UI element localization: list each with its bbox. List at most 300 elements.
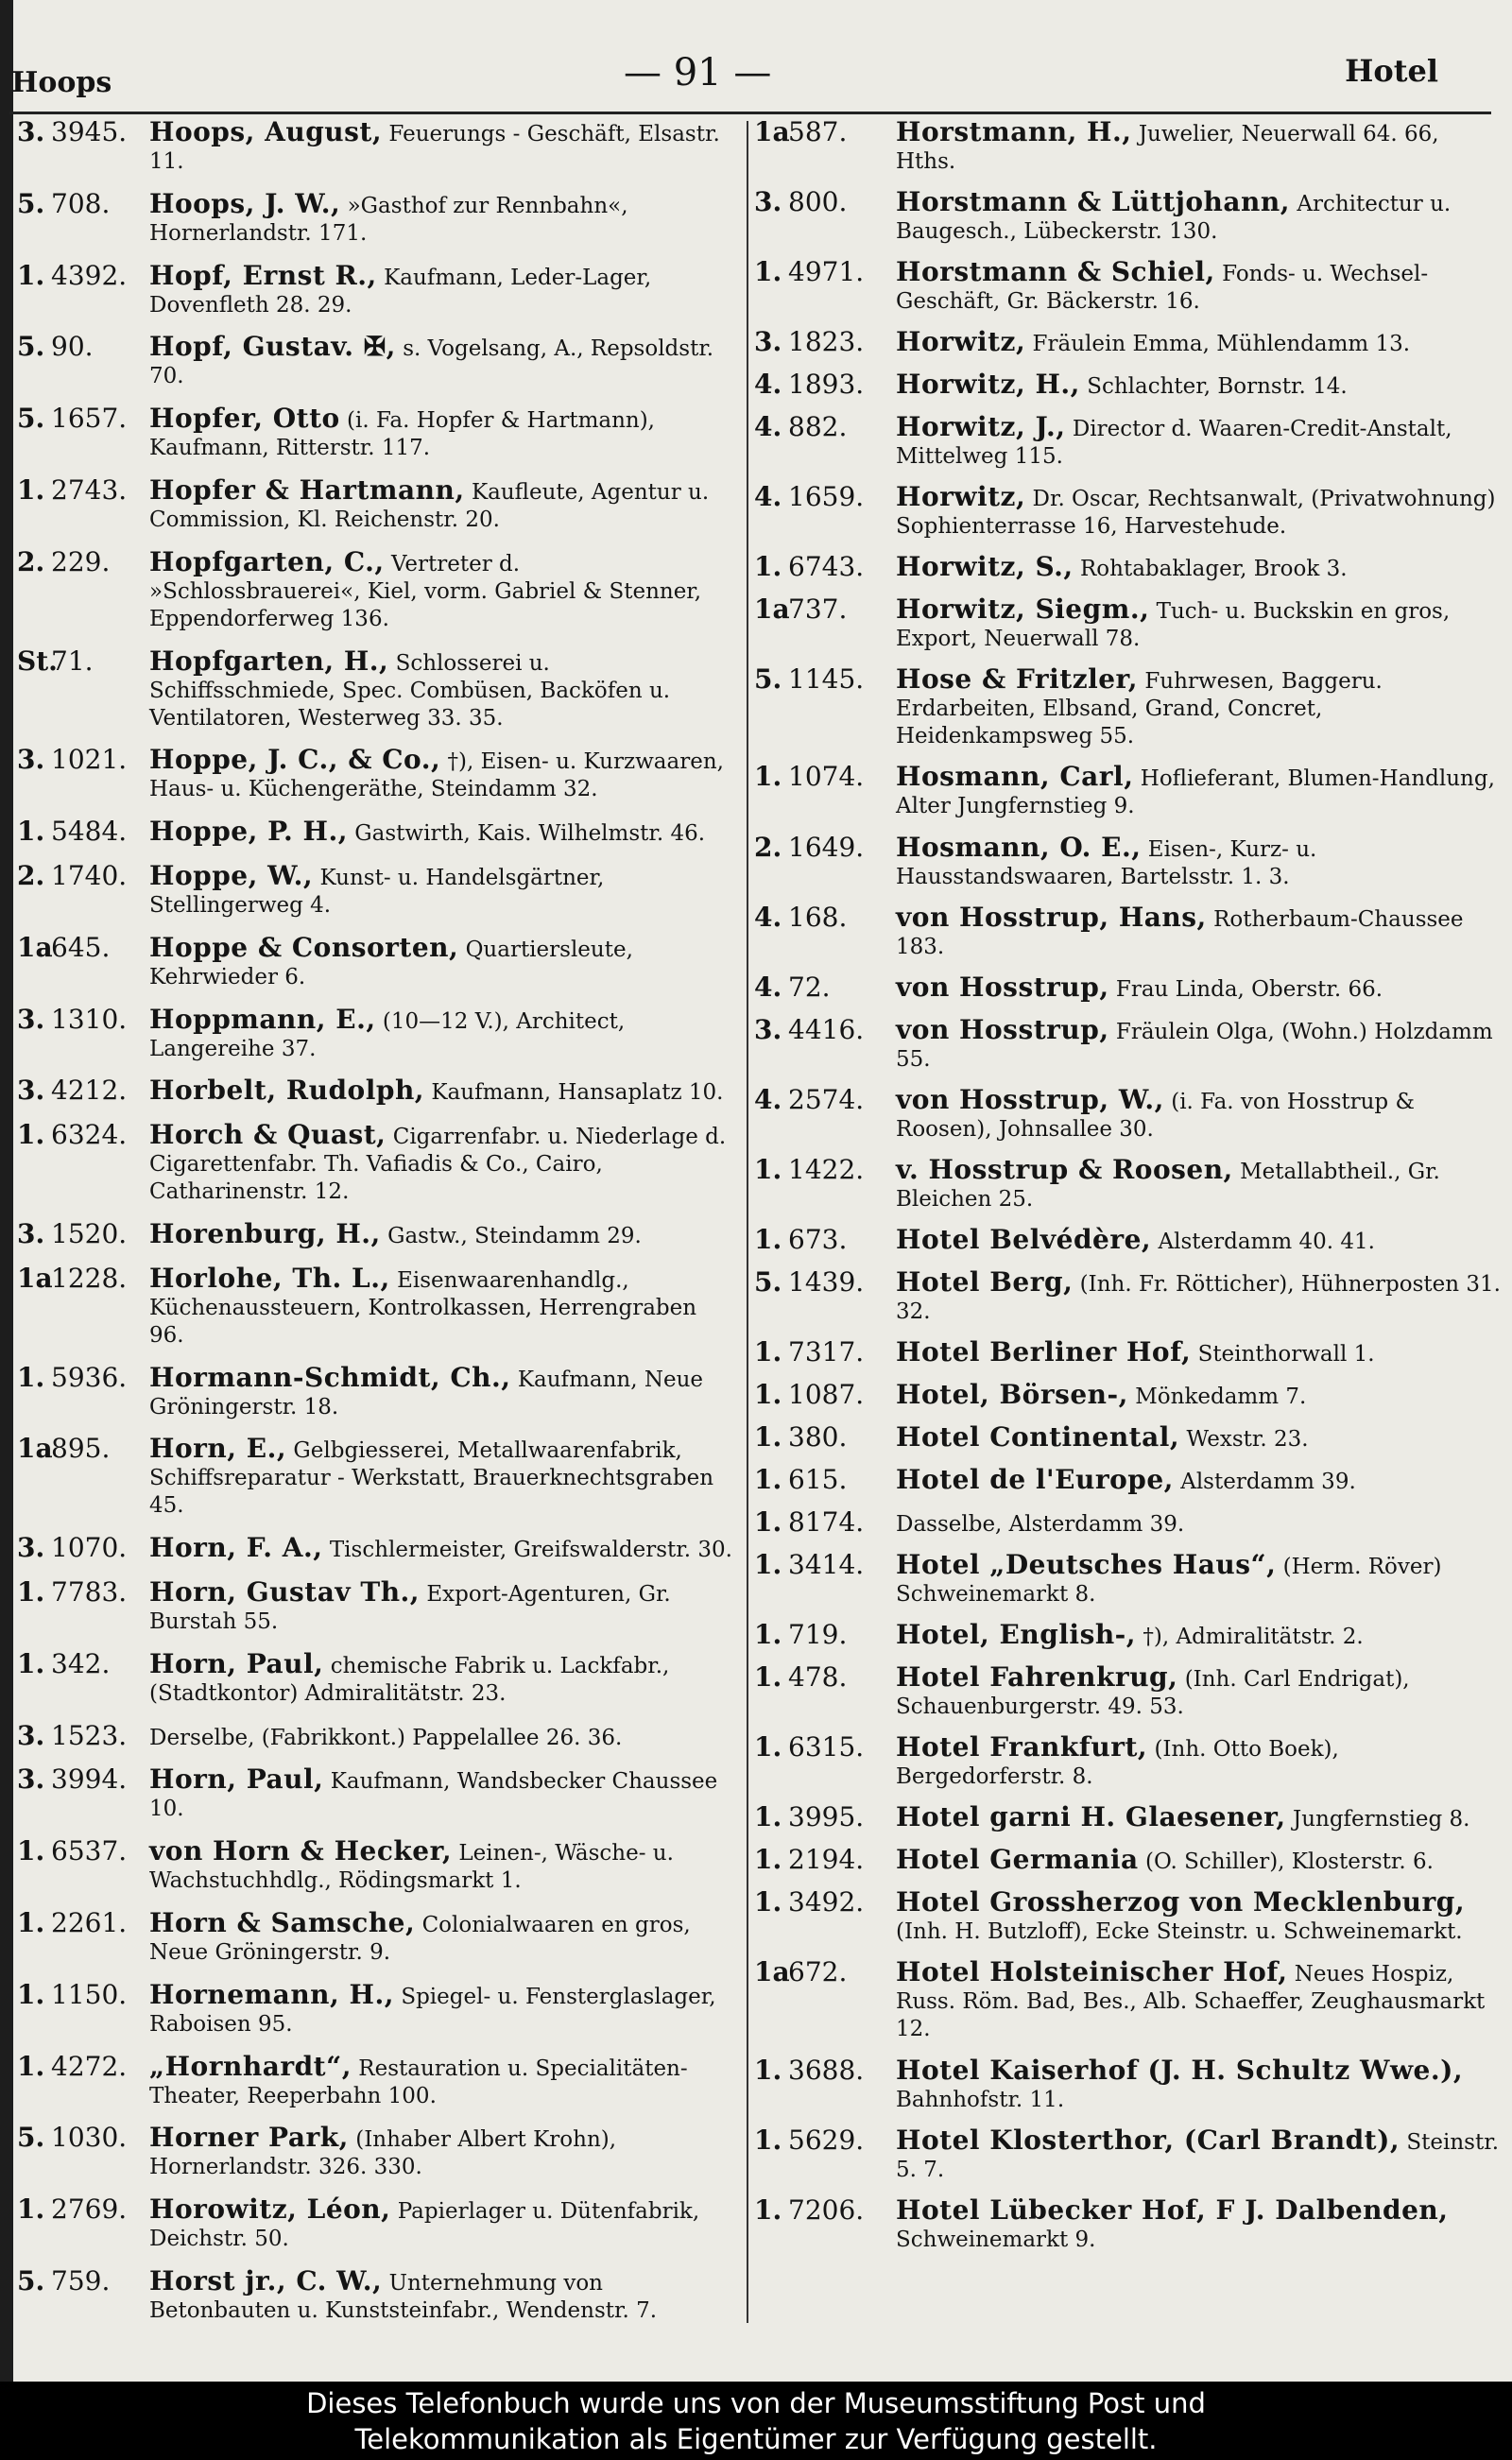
phone-number bbox=[17, 2050, 149, 2110]
phone-number bbox=[754, 1846, 896, 1876]
subscriber-name: Horwitz, S., bbox=[896, 551, 1074, 583]
line-number: 1649. bbox=[788, 831, 865, 863]
exchange-code: 1. bbox=[17, 1575, 45, 1608]
directory-entry bbox=[754, 1733, 1501, 1791]
entry-body bbox=[896, 1621, 1501, 1651]
line-number: 229. bbox=[51, 545, 111, 577]
entry-details: Dr. Oscar, Rechtsanwalt, (Privatwohnung) Sophienterrasse 16, Harvestehude. bbox=[896, 487, 1496, 540]
line-number: 1422. bbox=[788, 1153, 865, 1185]
line-number: 380. bbox=[788, 1420, 848, 1453]
entry-details: Gelbgiesserei, Metallwaarenfabrik, Schiffsreparatur - Werkstatt, Brauerknechtsgraben 45. bbox=[149, 1438, 714, 1519]
exchange-code: 3. bbox=[17, 1217, 45, 1249]
phone-number bbox=[17, 1534, 149, 1564]
directory-entry bbox=[754, 831, 1501, 891]
phone-number bbox=[17, 404, 149, 462]
line-number: 3492. bbox=[788, 1886, 865, 1918]
exchange-code: 1a bbox=[754, 593, 790, 626]
line-number: 342. bbox=[51, 1647, 111, 1679]
entry-details: Fräulein Emma, Mühlendamm 13. bbox=[1032, 332, 1411, 357]
exchange-code: 3. bbox=[17, 1763, 45, 1796]
exchange-code: 3. bbox=[754, 186, 782, 218]
entry-body bbox=[896, 1663, 1501, 1721]
entry-details: Cigarrenfabr. u. Niederlage d. Cigarettenfabr. Th. Vafiadis & Co., Cairo, Catharinenstr. 12. bbox=[149, 1125, 727, 1205]
line-number: 72. bbox=[788, 971, 831, 1003]
phone-number bbox=[754, 2193, 896, 2254]
directory-entry bbox=[17, 187, 735, 248]
entry-body bbox=[149, 1575, 735, 1636]
line-number: 1520. bbox=[51, 1217, 128, 1249]
subscriber-name: Hotel Lübecker Hof, F J. Dalbenden, bbox=[896, 2193, 1449, 2226]
exchange-code: 1. bbox=[754, 1506, 782, 1539]
entry-details: (Inh. Carl Endrigat), Schauenburgerstr. 49. 53. bbox=[896, 1667, 1410, 1720]
entry-body bbox=[896, 2126, 1501, 2184]
subscriber-name: Hoppe, W., bbox=[149, 859, 314, 891]
entry-details: (Inh. H. Butzloff), Ecke Steinstr. u. Schweinemarkt. bbox=[896, 1919, 1463, 1945]
page-number: — 91 — bbox=[624, 51, 772, 95]
entry-body bbox=[896, 188, 1501, 246]
line-number: 4212. bbox=[51, 1075, 128, 1107]
phone-number bbox=[754, 1803, 896, 1833]
line-number: 2769. bbox=[51, 2193, 128, 2226]
directory-entry bbox=[17, 1264, 735, 1350]
entry-body bbox=[896, 413, 1501, 471]
entry-details: Papierlager u. Dütenfabrik, Deichstr. 50. bbox=[149, 2199, 700, 2252]
page-edge-shadow bbox=[0, 0, 13, 2382]
entry-body bbox=[896, 1888, 1501, 1946]
directory-entry bbox=[17, 2050, 735, 2110]
entry-body bbox=[149, 404, 735, 462]
phone-number bbox=[754, 1888, 896, 1946]
line-number: 895. bbox=[51, 1433, 111, 1465]
exchange-code: 1. bbox=[17, 2050, 45, 2082]
line-number: 1823. bbox=[788, 326, 865, 358]
entry-details: (Herm. Röver) Schweinemarkt 8. bbox=[896, 1555, 1442, 1608]
phone-number bbox=[17, 259, 149, 319]
entry-details: Quartiersleute, Kehrwieder 6. bbox=[149, 937, 633, 989]
directory-entry bbox=[754, 1466, 1501, 1496]
entry-body bbox=[149, 2264, 735, 2325]
phone-number bbox=[17, 1264, 149, 1350]
line-number: 1740. bbox=[51, 859, 128, 891]
entry-body bbox=[896, 1508, 1501, 1539]
subscriber-name: Horn, F. A., bbox=[149, 1532, 323, 1564]
entry-body bbox=[149, 1435, 735, 1520]
entry-body bbox=[896, 1083, 1501, 1144]
exchange-code: 1. bbox=[754, 1731, 782, 1763]
line-number: 1145. bbox=[788, 663, 865, 696]
directory-entry bbox=[17, 259, 735, 319]
phone-number bbox=[754, 2126, 896, 2184]
exchange-code: 5. bbox=[17, 187, 45, 219]
exchange-code: 3. bbox=[17, 1719, 45, 1751]
line-number: 1070. bbox=[51, 1532, 128, 1564]
directory-entry bbox=[754, 258, 1501, 316]
directory-entry bbox=[17, 931, 735, 991]
phone-number bbox=[17, 118, 149, 176]
phone-number bbox=[754, 1335, 896, 1368]
phone-number bbox=[754, 1223, 896, 1256]
subscriber-name: von Hosstrup, bbox=[896, 971, 1109, 1003]
phone-number bbox=[754, 1466, 896, 1496]
entry-body bbox=[896, 1420, 1501, 1454]
directory-entry bbox=[754, 553, 1501, 583]
entry-body bbox=[149, 2195, 735, 2253]
entry-details: Spiegel- u. Fensterglaslager, Raboisen 95. bbox=[149, 1984, 716, 2037]
line-number: 1657. bbox=[51, 403, 128, 435]
phone-number bbox=[17, 1647, 149, 1708]
directory-entry bbox=[17, 2195, 735, 2253]
entry-body bbox=[896, 1733, 1501, 1791]
phone-number bbox=[754, 973, 896, 1004]
exchange-code: 5. bbox=[754, 1265, 782, 1298]
entry-body bbox=[149, 1264, 735, 1350]
entry-body bbox=[149, 817, 735, 848]
entry-details: Steinthorwall 1. bbox=[1197, 1341, 1375, 1367]
subscriber-name: Hotel Germania bbox=[896, 1844, 1139, 1876]
entry-details: Rotherbaum-Chaussee 183. bbox=[896, 906, 1464, 959]
subscriber-name: Hotel Continental, bbox=[896, 1420, 1180, 1453]
entry-body bbox=[149, 1837, 735, 1895]
directory-entry bbox=[754, 413, 1501, 471]
exchange-code: 1. bbox=[754, 1619, 782, 1651]
directory-entry bbox=[754, 1888, 1501, 1946]
entry-details: Kaufmann, Neue Gröningerstr. 18. bbox=[149, 1367, 703, 1419]
phone-number bbox=[17, 1121, 149, 1206]
directory-entry bbox=[17, 647, 735, 732]
line-number: 1030. bbox=[51, 2122, 128, 2154]
exchange-code: 1. bbox=[754, 1844, 782, 1876]
phone-number bbox=[17, 1906, 149, 1967]
exchange-code: 1. bbox=[754, 1378, 782, 1410]
line-number: 1074. bbox=[788, 761, 865, 793]
exchange-code: 1. bbox=[754, 1801, 782, 1833]
directory-entry bbox=[17, 473, 735, 534]
subscriber-name: Hotel Fahrenkrug, bbox=[896, 1661, 1178, 1694]
exchange-code: 1a bbox=[17, 1262, 53, 1294]
entry-details: Kunst- u. Handelsgärtner, Stellingerweg 4. bbox=[149, 865, 605, 918]
phone-number bbox=[754, 370, 896, 401]
entry-body bbox=[896, 1153, 1501, 1213]
entry-body bbox=[896, 903, 1501, 961]
entry-body bbox=[149, 746, 735, 803]
subscriber-name: Horch & Quast, bbox=[149, 1119, 387, 1151]
exchange-code: 2. bbox=[17, 545, 45, 577]
directory-entry bbox=[17, 1217, 735, 1250]
phone-number bbox=[754, 188, 896, 246]
phone-number bbox=[754, 1013, 896, 1074]
subscriber-name: Horbelt, Rudolph, bbox=[149, 1075, 425, 1107]
entry-details: Jungfernstieg 8. bbox=[1292, 1807, 1470, 1832]
exchange-code: 1. bbox=[754, 1335, 782, 1368]
directory-entry bbox=[17, 1534, 735, 1564]
directory-entry bbox=[754, 1803, 1501, 1833]
entry-details: s. Vogelsang, A., Repsoldstr. 70. bbox=[149, 336, 714, 389]
exchange-code: 1. bbox=[17, 473, 45, 506]
directory-entry bbox=[17, 859, 735, 920]
phone-number bbox=[17, 1575, 149, 1636]
subscriber-name: von Hosstrup, W., bbox=[896, 1083, 1164, 1115]
phone-number bbox=[17, 1361, 149, 1421]
directory-entry bbox=[754, 665, 1501, 750]
phone-number bbox=[754, 1420, 896, 1454]
line-number: 1523. bbox=[51, 1719, 128, 1751]
phone-number bbox=[17, 647, 149, 732]
exchange-code: 1. bbox=[754, 1223, 782, 1255]
line-number: 737. bbox=[788, 593, 848, 626]
subscriber-name: „Hornhardt“, bbox=[149, 2050, 352, 2082]
directory-entry bbox=[17, 404, 735, 462]
line-number: 1893. bbox=[788, 369, 865, 401]
phone-number bbox=[17, 746, 149, 803]
directory-entry bbox=[17, 333, 735, 390]
subscriber-name: Hopfgarten, H., bbox=[149, 645, 389, 677]
directory-entry bbox=[754, 1153, 1501, 1213]
entry-details: Schweinemarkt 9. bbox=[896, 2227, 1096, 2252]
line-number: 8174. bbox=[788, 1506, 865, 1539]
phone-number bbox=[754, 1265, 896, 1326]
directory-entry bbox=[754, 2126, 1501, 2184]
entry-details: †), Eisen- u. Kurzwaaren, Haus- u. Küchengeräthe, Steindamm 32. bbox=[149, 749, 724, 802]
directory-entry bbox=[17, 1435, 735, 1520]
directory-entry bbox=[754, 1223, 1501, 1256]
phone-number bbox=[754, 413, 896, 471]
entry-body bbox=[149, 1361, 735, 1421]
subscriber-name: Horn, Paul, bbox=[149, 1647, 324, 1679]
directory-entry bbox=[754, 328, 1501, 358]
exchange-code: 3. bbox=[17, 744, 45, 776]
entry-body bbox=[149, 2050, 735, 2110]
line-number: 2261. bbox=[51, 1906, 128, 1938]
entry-body bbox=[149, 1217, 735, 1250]
page-header bbox=[0, 45, 1512, 102]
exchange-code: 1. bbox=[17, 1361, 45, 1393]
entry-body bbox=[896, 595, 1501, 653]
entry-body bbox=[149, 859, 735, 920]
exchange-code: 1a bbox=[17, 1433, 53, 1465]
exchange-code: 3. bbox=[17, 1532, 45, 1564]
subscriber-name: Hotel Belvédère, bbox=[896, 1223, 1152, 1255]
entry-details: Gastwirth, Kais. Wilhelmstr. 46. bbox=[354, 821, 706, 847]
line-number: 3414. bbox=[788, 1549, 865, 1581]
subscriber-name: von Horn & Hecker, bbox=[149, 1835, 453, 1867]
subscriber-name: Horlohe, Th. L., bbox=[149, 1262, 390, 1294]
exchange-code: St. bbox=[17, 645, 58, 677]
subscriber-name: Horn & Samsche, bbox=[149, 1906, 416, 1938]
directory-entry bbox=[754, 1420, 1501, 1454]
line-number: 615. bbox=[788, 1464, 848, 1496]
entry-details: (O. Schiller), Klosterstr. 6. bbox=[1144, 1849, 1434, 1875]
exchange-code: 1. bbox=[17, 1119, 45, 1151]
line-number: 3995. bbox=[788, 1801, 865, 1833]
directory-entry bbox=[17, 1361, 735, 1421]
subscriber-name: Hose & Fritzler, bbox=[896, 663, 1139, 696]
directory-entry bbox=[17, 1003, 735, 1063]
entry-body bbox=[149, 473, 735, 534]
footer-line-1: Dieses Telefonbuch wurde uns von der Museumsstiftung Post und bbox=[306, 2387, 1206, 2419]
entry-body bbox=[149, 2124, 735, 2181]
line-number: 4971. bbox=[788, 256, 865, 288]
directory-entry bbox=[17, 746, 735, 803]
line-number: 7206. bbox=[788, 2193, 865, 2226]
phone-number bbox=[754, 763, 896, 820]
entry-details: Fonds- u. Wechsel-Geschäft, Gr. Bäckerstr. 16. bbox=[896, 262, 1429, 315]
left-column bbox=[17, 118, 735, 2325]
phone-number bbox=[754, 118, 896, 176]
subscriber-name: Horwitz, bbox=[896, 326, 1026, 358]
entry-details: Steinstr. 5. 7. bbox=[896, 2129, 1500, 2182]
entry-body bbox=[896, 1223, 1501, 1256]
line-number: 4416. bbox=[788, 1013, 865, 1045]
subscriber-name: Hosmann, Carl, bbox=[896, 761, 1134, 793]
entry-details: Export-Agenturen, Gr. Burstah 55. bbox=[149, 1581, 671, 1634]
line-number: 90. bbox=[51, 331, 94, 363]
footer-notice bbox=[0, 2382, 1512, 2460]
entry-body bbox=[149, 259, 735, 319]
directory-entry bbox=[17, 545, 735, 633]
entry-details: Mönkedamm 7. bbox=[1135, 1384, 1307, 1409]
header-rule bbox=[9, 112, 1491, 114]
entry-details: Colonialwaaren en gros, Neue Gröningerstr. 9. bbox=[149, 1912, 691, 1965]
phone-number bbox=[754, 665, 896, 750]
exchange-code: 5. bbox=[17, 2264, 45, 2297]
line-number: 4392. bbox=[51, 259, 128, 291]
entry-details: Feuerungs - Geschäft, Elsastr. 11. bbox=[149, 122, 720, 174]
entry-details: Kaufmann, Wandsbecker Chaussee 10. bbox=[149, 1769, 718, 1822]
entry-body bbox=[896, 665, 1501, 750]
subscriber-name: Horwitz, H., bbox=[896, 369, 1080, 401]
exchange-code: 1a bbox=[754, 1956, 790, 1988]
subscriber-name: Horn, E., bbox=[149, 1433, 287, 1465]
phone-number bbox=[17, 931, 149, 991]
entry-body bbox=[896, 973, 1501, 1004]
entry-body bbox=[896, 1958, 1501, 2043]
line-number: 478. bbox=[788, 1661, 848, 1694]
exchange-code: 4. bbox=[754, 369, 782, 401]
phone-number bbox=[754, 2056, 896, 2114]
exchange-code: 4. bbox=[754, 481, 782, 513]
directory-entry bbox=[17, 1837, 735, 1895]
exchange-code: 5. bbox=[17, 2122, 45, 2154]
line-number: 587. bbox=[788, 116, 848, 147]
entry-body bbox=[896, 1378, 1501, 1411]
entry-details: Dasselbe, Alsterdamm 39. bbox=[896, 1512, 1185, 1538]
subscriber-name: Hotel Holsteinischer Hof, bbox=[896, 1956, 1288, 1988]
entry-body bbox=[896, 553, 1501, 583]
exchange-code: 1. bbox=[754, 256, 782, 288]
line-number: 719. bbox=[788, 1619, 848, 1651]
subscriber-name: Horn, Gustav Th., bbox=[149, 1575, 421, 1608]
entry-details: Alsterdamm 40. 41. bbox=[1158, 1229, 1375, 1254]
phone-number bbox=[754, 831, 896, 891]
subscriber-name: Hopfer, Otto bbox=[149, 403, 340, 435]
exchange-code: 1. bbox=[17, 1835, 45, 1867]
line-number: 672. bbox=[788, 1956, 848, 1988]
line-number: 1659. bbox=[788, 481, 865, 513]
subscriber-name: Hornemann, H., bbox=[149, 1978, 394, 2010]
entry-details: Fräulein Olga, (Wohn.) Holzdamm 55. bbox=[896, 1019, 1493, 1072]
entry-details: »Gasthof zur Rennbahn«, Hornerlandstr. 171. bbox=[149, 193, 628, 246]
line-number: 6537. bbox=[51, 1835, 128, 1867]
directory-entry bbox=[754, 1508, 1501, 1539]
exchange-code: 1. bbox=[17, 1906, 45, 1938]
entry-details: Neues Hospiz, Russ. Röm. Bad, Bes., Alb. Schaeffer, Zeughausmarkt 12. bbox=[896, 1962, 1486, 2042]
directory-entry bbox=[754, 1958, 1501, 2043]
phone-number bbox=[17, 859, 149, 920]
directory-entry bbox=[754, 2056, 1501, 2114]
line-number: 5484. bbox=[51, 816, 128, 848]
entry-body bbox=[896, 1846, 1501, 1876]
subscriber-name: v. Hosstrup & Roosen, bbox=[896, 1153, 1233, 1185]
subscriber-name: Horenburg, H., bbox=[149, 1217, 381, 1249]
directory-entry bbox=[754, 595, 1501, 653]
directory-entry bbox=[17, 118, 735, 176]
entry-body bbox=[149, 931, 735, 991]
subscriber-name: Hormann-Schmidt, Ch., bbox=[149, 1361, 511, 1393]
directory-entry bbox=[17, 1906, 735, 1967]
directory-entry bbox=[754, 763, 1501, 820]
right-column bbox=[754, 118, 1501, 2254]
exchange-code: 4. bbox=[754, 411, 782, 443]
entry-body bbox=[149, 333, 735, 390]
exchange-code: 1. bbox=[754, 1464, 782, 1496]
exchange-code: 1. bbox=[754, 2124, 782, 2156]
entry-details: Juwelier, Neuerwall 64. 66, Hths. bbox=[896, 122, 1439, 174]
directory-entry bbox=[754, 2193, 1501, 2254]
subscriber-name: Hoops, J. W., bbox=[149, 187, 341, 219]
entry-details: Vertreter d. »Schlossbrauerei«, Kiel, vorm. Gabriel & Stenner, Eppendorferweg 136. bbox=[149, 551, 702, 631]
line-number: 5629. bbox=[788, 2124, 865, 2156]
exchange-code: 1. bbox=[17, 1647, 45, 1679]
entry-details: (i. Fa. von Hosstrup & Roosen), Johnsallee 30. bbox=[896, 1089, 1415, 1142]
phone-number bbox=[754, 595, 896, 653]
entry-details: Architectur u. Baugesch., Lübeckerstr. 130. bbox=[896, 192, 1452, 245]
exchange-code: 1. bbox=[754, 1153, 782, 1185]
entry-body bbox=[896, 258, 1501, 316]
phone-number bbox=[17, 1765, 149, 1823]
directory-entry bbox=[754, 370, 1501, 401]
phone-number bbox=[17, 1003, 149, 1063]
line-number: 6743. bbox=[788, 551, 865, 583]
subscriber-name: Hotel Klosterthor, (Carl Brandt), bbox=[896, 2124, 1400, 2156]
subscriber-name: Hotel, Börsen-, bbox=[896, 1378, 1128, 1410]
exchange-code: 4. bbox=[754, 971, 782, 1003]
exchange-code: 1. bbox=[754, 2054, 782, 2086]
entry-body bbox=[149, 1121, 735, 1206]
subscriber-name: von Hosstrup, Hans, bbox=[896, 901, 1207, 933]
line-number: 708. bbox=[51, 187, 111, 219]
entry-body bbox=[896, 1335, 1501, 1368]
line-number: 7317. bbox=[788, 1335, 865, 1368]
subscriber-name: Hoppe, P. H., bbox=[149, 816, 348, 848]
subscriber-name: Hoppmann, E., bbox=[149, 1003, 376, 1035]
entry-details: Schlachter, Bornstr. 14. bbox=[1087, 374, 1348, 400]
subscriber-name: Hotel Berg, bbox=[896, 1265, 1074, 1298]
exchange-code: 1. bbox=[754, 2193, 782, 2226]
entry-body bbox=[896, 1013, 1501, 1074]
exchange-code: 5. bbox=[17, 403, 45, 435]
exchange-code: 1a bbox=[754, 116, 790, 147]
exchange-code: 1. bbox=[754, 551, 782, 583]
subscriber-name: Horwitz, bbox=[896, 481, 1026, 513]
entry-details: Fuhrwesen, Baggeru. Erdarbeiten, Elbsand, Grand, Concret, Heidenkampsweg 55. bbox=[896, 669, 1383, 749]
subscriber-name: Hotel, English-, bbox=[896, 1619, 1137, 1651]
subscriber-name: Horner Park, bbox=[149, 2122, 349, 2154]
entry-details: Tuch- u. Buckskin en gros, Export, Neuerwall 78. bbox=[896, 599, 1451, 652]
phone-number bbox=[754, 1733, 896, 1791]
exchange-code: 1. bbox=[754, 1661, 782, 1694]
subscriber-name: Hopfer & Hartmann, bbox=[149, 473, 465, 506]
entry-details: Director d. Waaren-Credit-Anstalt, Mittelweg 115. bbox=[896, 417, 1452, 470]
